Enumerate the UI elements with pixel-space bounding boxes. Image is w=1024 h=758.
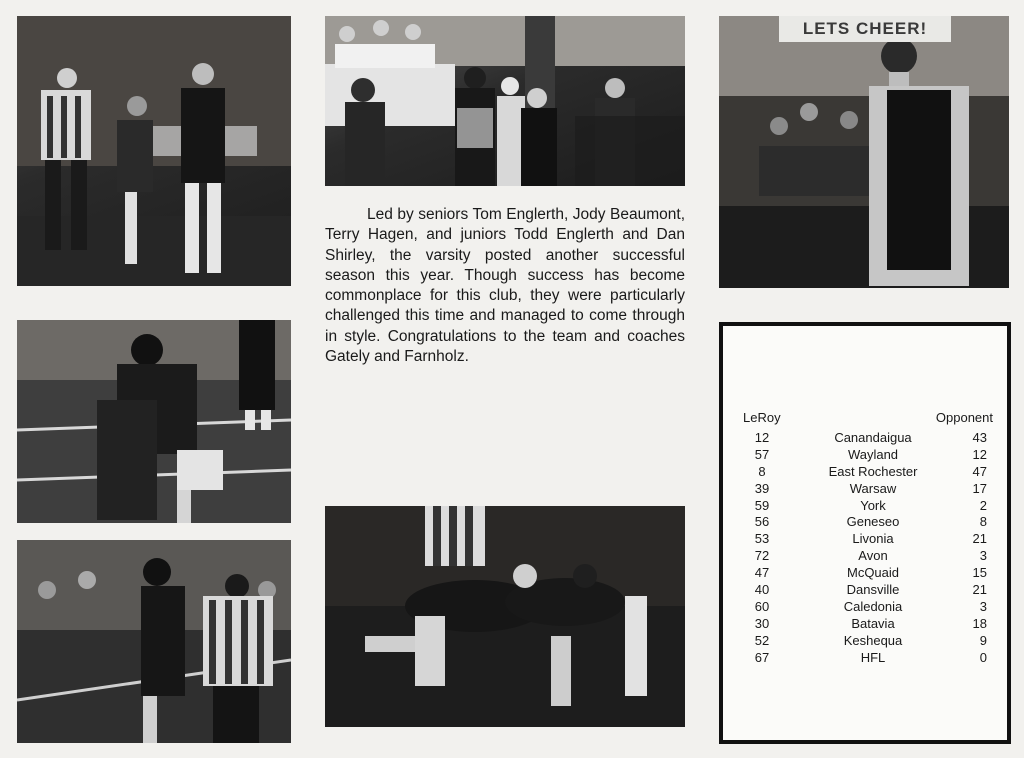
photo-figures	[325, 506, 685, 727]
photo-wrestlers-and-referee	[17, 16, 291, 286]
leroy-score: 67	[754, 649, 770, 665]
opponent-name: Keshequa	[843, 632, 903, 648]
photo-wrestlers-grappling	[325, 506, 685, 727]
result-row	[723, 531, 1007, 548]
leroy-score: 72	[754, 548, 770, 564]
opponent-name: Warsaw	[849, 480, 897, 496]
leroy-score: 60	[754, 598, 770, 614]
result-row	[723, 514, 1007, 531]
result-row	[723, 616, 1007, 633]
leroy-score: 53	[754, 531, 770, 547]
results-list	[723, 430, 1007, 666]
results-header	[743, 410, 993, 428]
photo-team-at-scorer-table	[325, 16, 685, 186]
result-row	[723, 498, 1007, 515]
leroy-score: 30	[754, 615, 770, 631]
photo-figures	[719, 16, 1009, 288]
opponent-score: 3	[979, 598, 987, 614]
opponent-score: 12	[972, 446, 987, 462]
opponent-name: Canandaigua	[834, 430, 912, 445]
opponent-score: 18	[972, 615, 987, 631]
opponent-name: York	[860, 497, 886, 513]
opponent-score: 3	[979, 548, 987, 564]
photo-referee-raising-hand	[17, 320, 291, 523]
leroy-column-header: LeRoy	[743, 410, 781, 425]
photo-figures	[17, 540, 291, 743]
opponent-name: Geneseo	[846, 514, 900, 530]
opponent-column-header: Opponent	[935, 410, 993, 425]
result-row	[723, 481, 1007, 498]
result-row	[723, 599, 1007, 616]
photo-figures	[325, 16, 685, 186]
leroy-score: 57	[754, 446, 770, 462]
result-row	[723, 650, 1007, 667]
season-results-box	[719, 322, 1011, 744]
opponent-score: 21	[972, 582, 987, 598]
article-caption: Led by seniors Tom Englerth, Jody Beaumont, Terry Hagen, and juniors Todd Englerth and Dan Shirley, the varsity posted another successful season this year. Though success has become commonplace for this club, they were particularly challenged this time and managed to come through in style. Congratulations to the team and coaches Gately and Farnholz.	[325, 206, 685, 366]
result-row	[723, 548, 1007, 565]
photo-figures	[17, 16, 291, 286]
leroy-score: 59	[754, 497, 770, 513]
opponent-score: 9	[979, 632, 987, 648]
leroy-score: 39	[754, 480, 770, 496]
photo-figures	[17, 320, 291, 523]
opponent-name: East Rochester	[828, 463, 918, 479]
opponent-name: Livonia	[852, 531, 894, 547]
opponent-score: 15	[972, 565, 987, 581]
lets-cheer-banner: LETS CHEER!	[779, 16, 951, 42]
opponent-score: 47	[972, 463, 987, 479]
leroy-score: 52	[754, 632, 770, 648]
opponent-score: 0	[979, 649, 987, 665]
result-row	[723, 430, 1007, 447]
opponent-name: McQuaid	[846, 565, 900, 581]
opponent-score: 2	[979, 497, 987, 513]
leroy-score: 8	[758, 463, 766, 479]
leroy-score: 56	[754, 514, 770, 530]
leroy-score: 40	[754, 582, 770, 598]
opponent-score: 17	[972, 480, 987, 496]
result-row	[723, 447, 1007, 464]
opponent-name: Caledonia	[843, 598, 903, 614]
opponent-name: Wayland	[847, 446, 899, 462]
result-row	[723, 633, 1007, 650]
photo-wrestler-in-gym	[719, 16, 1009, 288]
photo-wrestler-with-referee	[17, 540, 291, 743]
opponent-name: Avon	[858, 548, 888, 564]
leroy-score: 47	[754, 565, 770, 581]
result-row	[723, 464, 1007, 481]
opponent-score: 8	[979, 514, 987, 530]
opponent-name: Dansville	[846, 582, 900, 598]
result-row	[723, 582, 1007, 599]
leroy-score: 12	[754, 430, 770, 445]
opponent-name: HFL	[860, 649, 886, 665]
result-row	[723, 565, 1007, 582]
opponent-score: 21	[972, 531, 987, 547]
opponent-score: 43	[972, 430, 987, 445]
opponent-name: Batavia	[851, 615, 895, 631]
